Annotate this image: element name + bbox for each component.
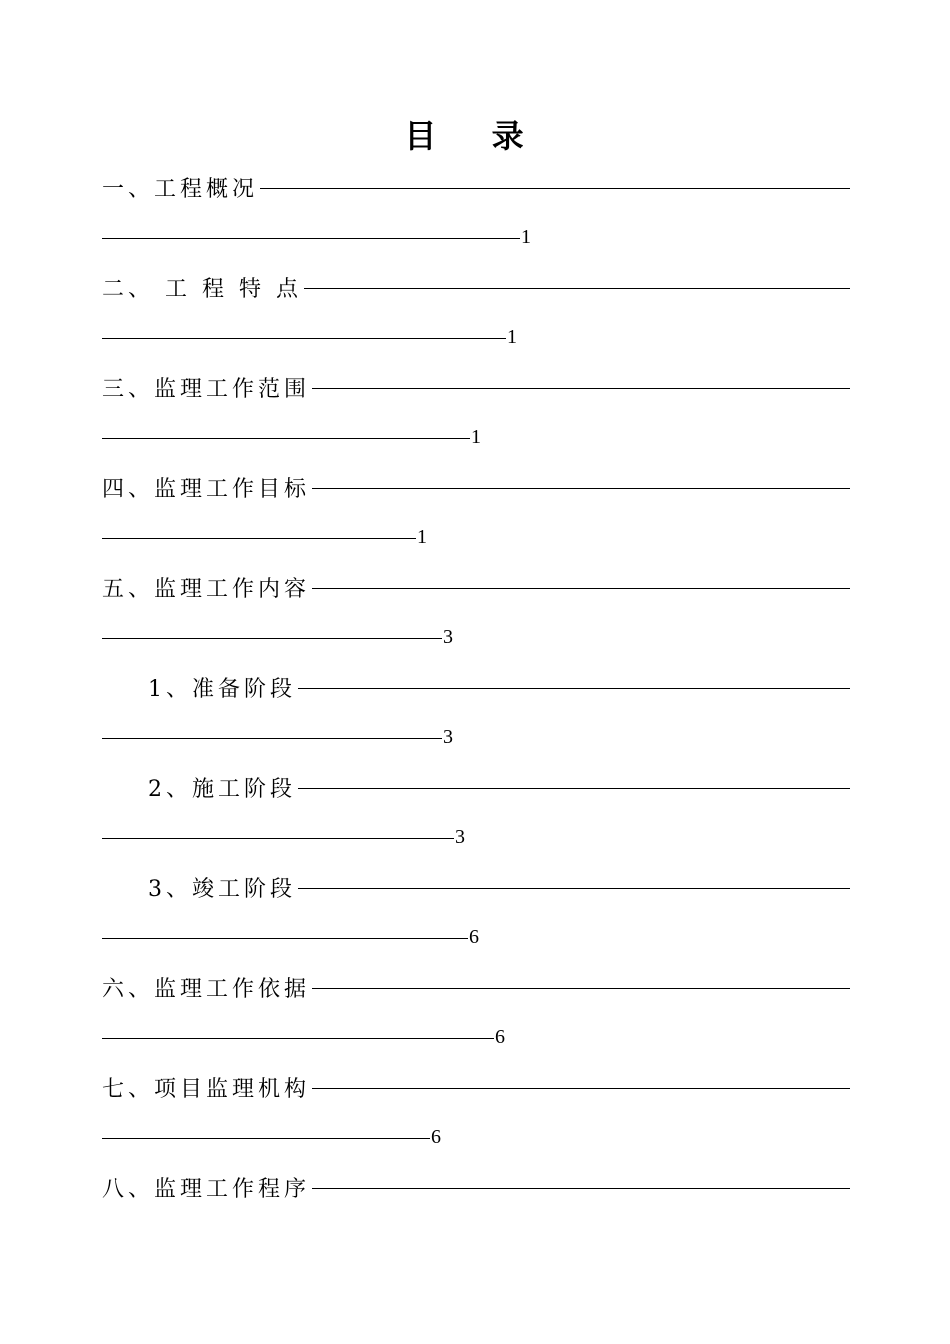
toc-page-number: 6 — [431, 1125, 441, 1148]
toc-page-number: 1 — [417, 525, 427, 548]
toc-entry-label: 2、施工阶段 — [148, 776, 296, 802]
toc-entry-label: 三、监理工作范围 — [102, 376, 311, 402]
toc-leader-line — [102, 338, 506, 339]
toc-leader-line — [298, 888, 850, 889]
toc-entry-continuation — [102, 712, 850, 762]
toc-entry-line — [102, 1062, 850, 1112]
toc-entry-label: 八、监理工作程序 — [102, 1176, 311, 1202]
toc-entry-label: 七、项目监理机构 — [102, 1076, 311, 1102]
toc-entry-line — [102, 862, 850, 912]
toc-leader-line — [102, 638, 442, 639]
toc-entry[interactable] — [102, 762, 850, 862]
toc-leader-line — [304, 288, 850, 289]
toc-entry-continuation — [102, 212, 850, 262]
toc-leader-line — [298, 788, 850, 789]
toc-leader-line — [102, 838, 454, 839]
toc-leader-line — [102, 538, 416, 539]
toc-leader-line — [312, 1088, 850, 1089]
toc-entry-line — [102, 962, 850, 1012]
toc-page-number: 6 — [495, 1025, 505, 1048]
toc-entry[interactable] — [102, 362, 850, 462]
toc-entry[interactable] — [102, 1062, 850, 1162]
toc-entry-continuation — [102, 812, 850, 862]
table-of-contents — [102, 162, 850, 1212]
toc-leader-line — [102, 938, 468, 939]
toc-entry-line — [102, 1162, 850, 1212]
toc-entry-line — [102, 762, 850, 812]
toc-entry[interactable] — [102, 962, 850, 1062]
toc-leader-line — [260, 188, 850, 189]
toc-entry-line — [102, 262, 850, 312]
toc-entry-continuation — [102, 412, 850, 462]
toc-entry-label: 一、工程概况 — [102, 176, 259, 202]
toc-leader-line — [102, 1138, 430, 1139]
toc-entry-continuation — [102, 1012, 850, 1062]
toc-entry[interactable] — [102, 262, 850, 362]
toc-leader-line — [102, 1038, 494, 1039]
toc-leader-line — [312, 388, 850, 389]
toc-entry-line — [102, 662, 850, 712]
toc-entry[interactable] — [102, 162, 850, 262]
toc-page-number: 3 — [455, 825, 465, 848]
toc-title: 目 录 — [404, 117, 546, 155]
toc-entry-line — [102, 362, 850, 412]
toc-leader-line — [312, 488, 850, 489]
toc-entry-label: 1、准备阶段 — [148, 676, 296, 702]
toc-page-number: 3 — [443, 725, 453, 748]
toc-page-number: 6 — [469, 925, 479, 948]
toc-entry[interactable] — [102, 662, 850, 762]
toc-entry-continuation — [102, 612, 850, 662]
toc-leader-line — [298, 688, 850, 689]
toc-leader-line — [102, 238, 520, 239]
toc-entry[interactable] — [102, 462, 850, 562]
toc-entry-label: 六、监理工作依据 — [102, 976, 311, 1002]
toc-entry-line — [102, 462, 850, 512]
toc-entry-label: 二、 工 程 特 点 — [102, 276, 302, 302]
toc-entry-label: 3、竣工阶段 — [148, 876, 296, 902]
toc-leader-line — [312, 988, 850, 989]
toc-entry-line — [102, 162, 850, 212]
toc-entry-line — [102, 562, 850, 612]
toc-leader-line — [312, 588, 850, 589]
toc-page-number: 3 — [443, 625, 453, 648]
toc-entry-continuation — [102, 312, 850, 362]
toc-page-number: 1 — [521, 225, 531, 248]
toc-entry[interactable] — [102, 1162, 850, 1212]
toc-leader-line — [102, 738, 442, 739]
toc-leader-line — [312, 1188, 850, 1189]
toc-page-number: 1 — [507, 325, 517, 348]
toc-leader-line — [102, 438, 470, 439]
toc-entry-label: 四、监理工作目标 — [102, 476, 311, 502]
toc-entry-label: 五、监理工作内容 — [102, 576, 311, 602]
toc-entry[interactable] — [102, 562, 850, 662]
toc-entry[interactable] — [102, 862, 850, 962]
toc-entry-continuation — [102, 512, 850, 562]
toc-page-number: 1 — [471, 425, 481, 448]
toc-entry-continuation — [102, 1112, 850, 1162]
toc-entry-continuation — [102, 912, 850, 962]
